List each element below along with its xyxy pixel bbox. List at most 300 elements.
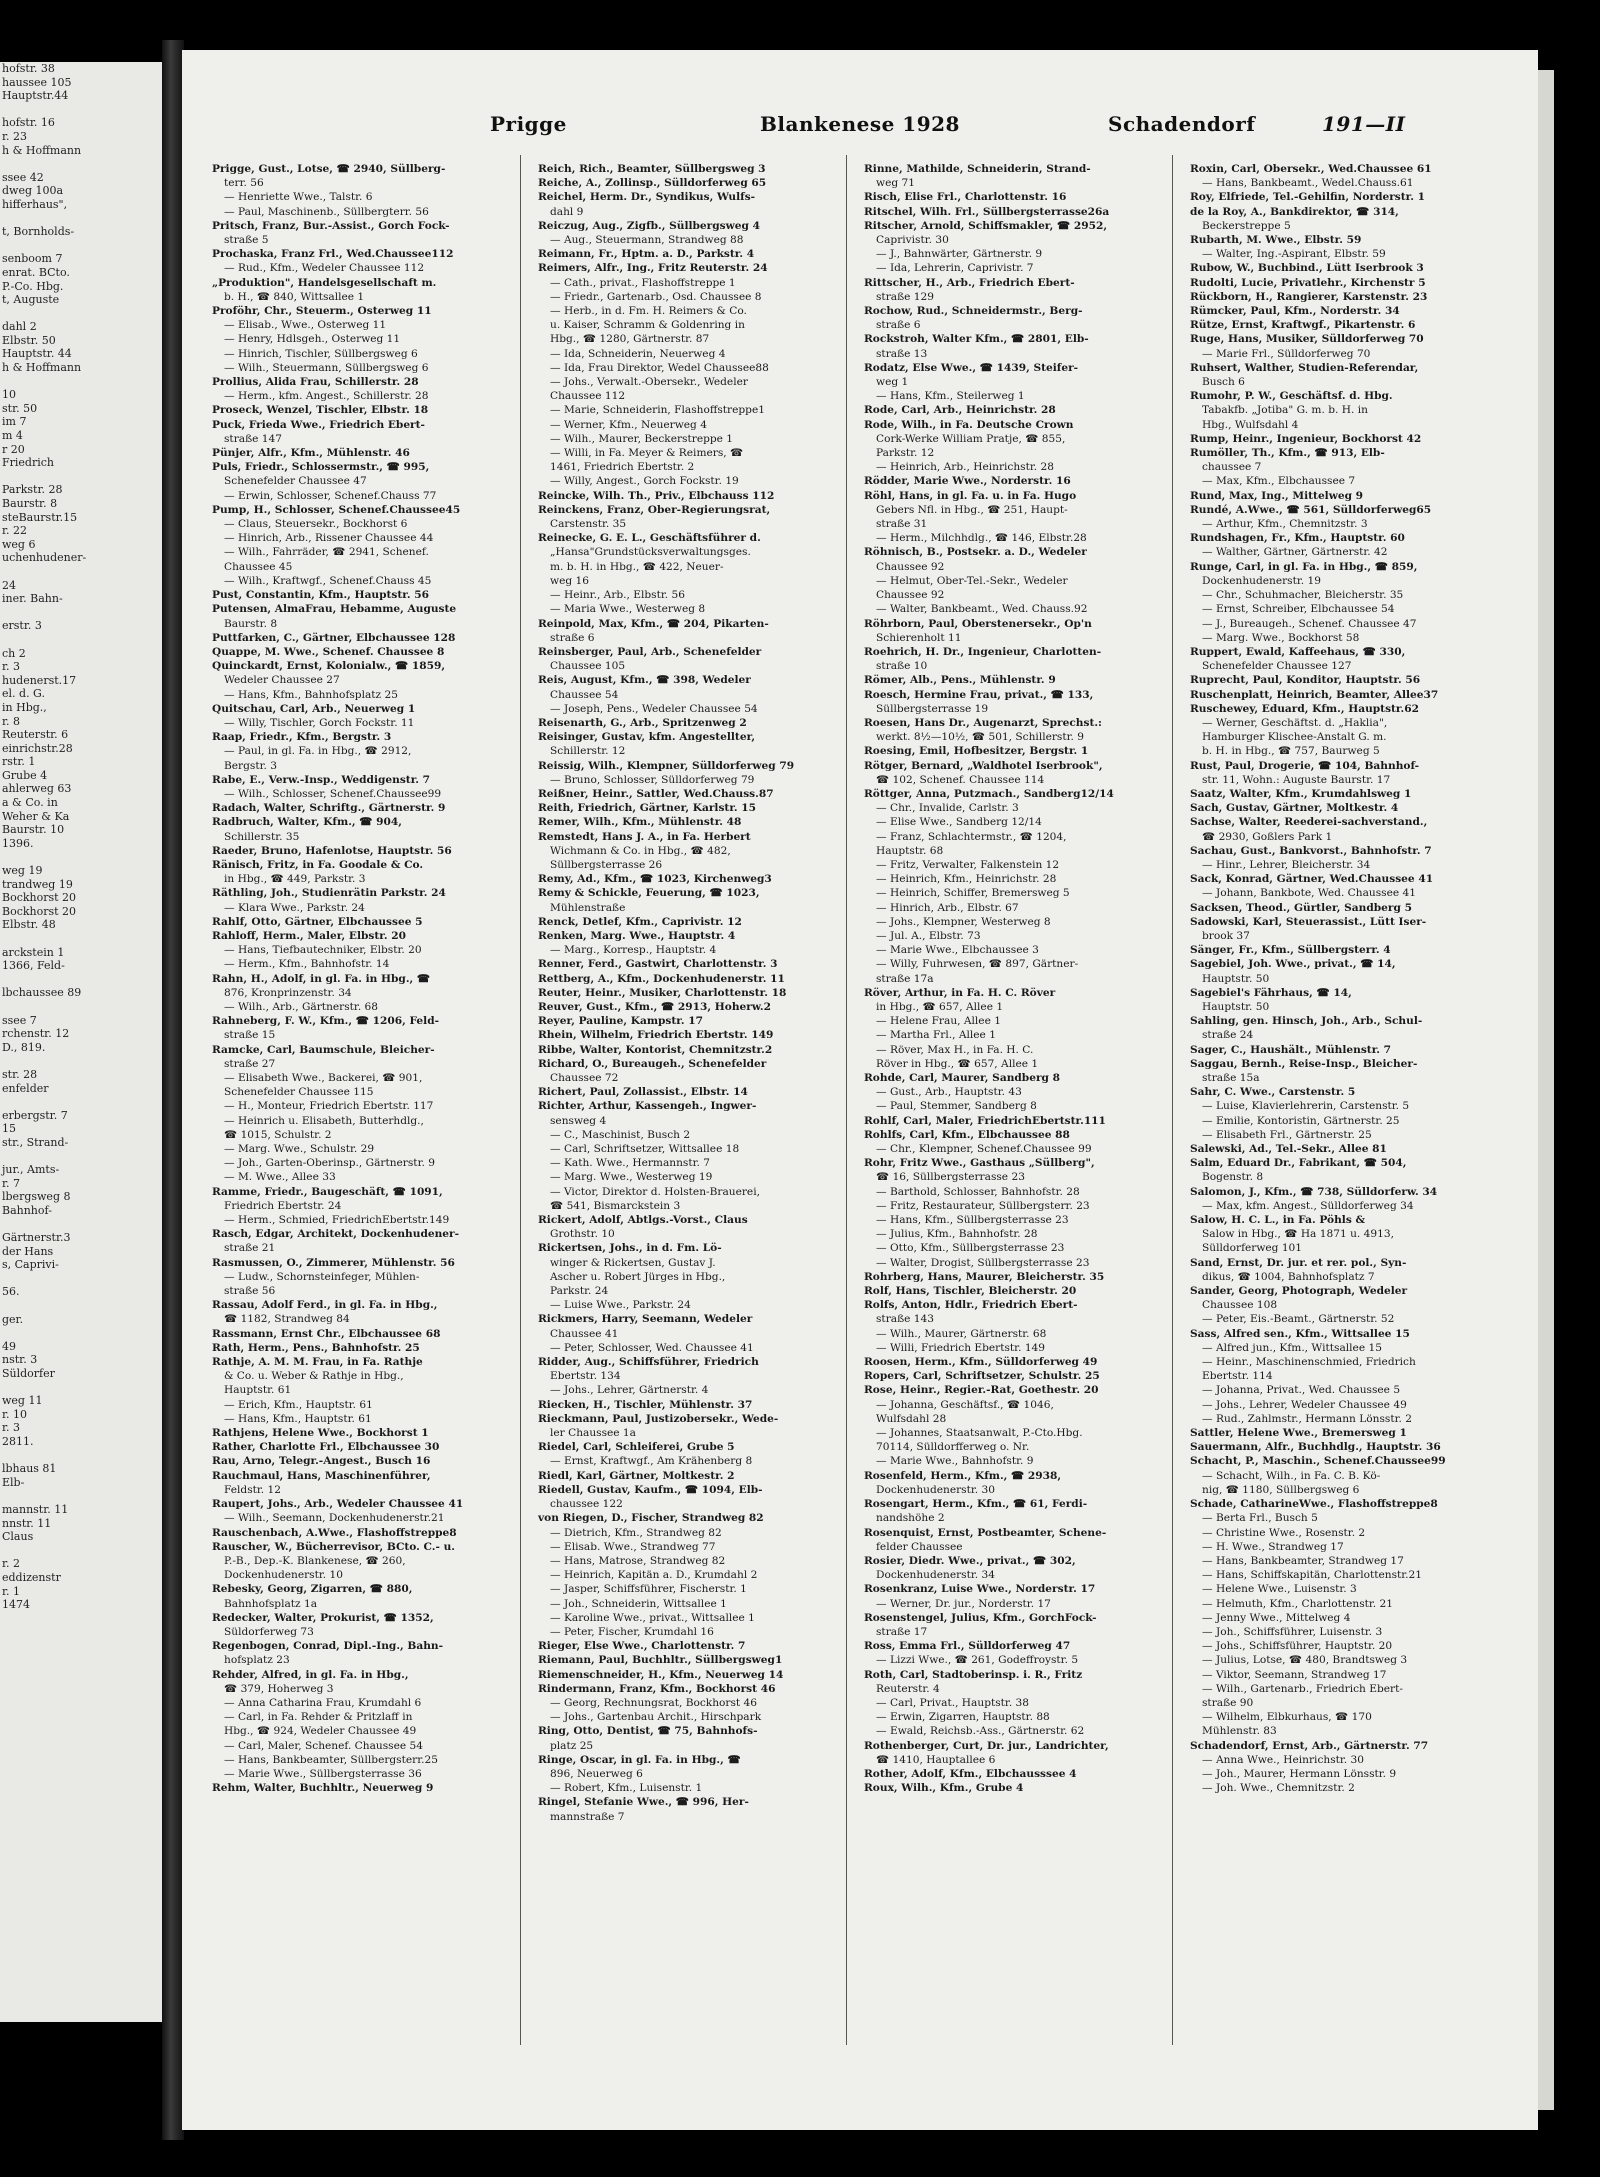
- directory-entry: Remy, Ad., Kfm., ☎ 1023, Kirchenweg3: [538, 873, 772, 886]
- entry-continuation: Gebers Nfl. in Hbg., ☎ 251, Haupt-: [876, 503, 1068, 516]
- page-number: 191—II: [1322, 112, 1406, 136]
- header-last-name: Schadendorf: [1108, 112, 1256, 136]
- directory-entry: Putensen, AlmaFrau, Hebamme, Auguste: [212, 603, 457, 616]
- entry-continuation: straße 90: [1202, 1696, 1254, 1709]
- entry-continuation: — Henry, Hdlsgeh., Osterweg 11: [224, 333, 401, 346]
- entry-continuation: — Marie Wwe., Elbchaussee 3: [876, 944, 1039, 957]
- directory-entry: Sach, Gustav, Gärtner, Moltkestr. 4: [1190, 802, 1399, 815]
- entry-continuation: — Elisab., Wwe., Osterweg 11: [224, 319, 387, 332]
- entry-continuation: — Johannes, Staatsanwalt, P.-Cto.Hbg.: [876, 1427, 1083, 1440]
- fragment-line: haussee 105: [2, 75, 72, 89]
- entry-continuation: — M. Wwe., Allee 33: [224, 1171, 336, 1184]
- directory-entry: Ruge, Hans, Musiker, Sülldorferweg 70: [1190, 333, 1424, 346]
- directory-entry: Puls, Friedr., Schlossermstr., ☎ 995,: [212, 461, 430, 474]
- fragment-line: erbergstr. 7: [2, 1108, 68, 1122]
- entry-continuation: weg 16: [550, 574, 589, 587]
- fragment-line: t, Bornholds-: [2, 225, 75, 239]
- fragment-line: mannstr. 11: [2, 1502, 69, 1516]
- directory-entry: Reinsberger, Paul, Arb., Schenefelder: [538, 645, 762, 658]
- directory-entry: Renken, Marg. Wwe., Hauptstr. 4: [538, 929, 736, 942]
- directory-entry: Reichel, Herm. Dr., Syndikus, Wulfs-: [538, 191, 756, 204]
- entry-continuation: brook 37: [1202, 929, 1250, 942]
- directory-entry: Sachse, Walter, Reederei-sachverstand.,: [1190, 816, 1428, 829]
- entry-continuation: Schillerstr. 35: [224, 830, 300, 843]
- directory-entry: Rohlfs, Carl, Kfm., Elbchaussee 88: [864, 1128, 1070, 1141]
- entry-continuation: — Marie Wwe., Bahnhofstr. 9: [876, 1455, 1034, 1468]
- directory-entry: Rohrberg, Hans, Maurer, Bleicherstr. 35: [864, 1270, 1105, 1283]
- entry-continuation: Hauptstr. 61: [224, 1384, 292, 1397]
- entry-continuation: Röver in Hbg., ☎ 657, Allee 1: [876, 1057, 1039, 1070]
- entry-continuation: — Max, kfm. Angest., Sülldorferweg 34: [1202, 1199, 1414, 1212]
- entry-continuation: Hbg., ☎ 1280, Gärtnerstr. 87: [550, 333, 710, 346]
- entry-continuation: — Joh., Schneiderin, Wittsallee 1: [550, 1597, 727, 1610]
- directory-entry: Quinckardt, Ernst, Kolonialw., ☎ 1859,: [212, 660, 446, 673]
- directory-entry: Rubow, W., Buchbind., Lütt Iserbrook 3: [1190, 262, 1424, 275]
- directory-page: [182, 50, 1538, 2130]
- entry-continuation: — J., Bureaugeh., Schenef. Chaussee 47: [1202, 617, 1417, 630]
- fragment-line: [0, 470, 162, 484]
- fragment-line: 49: [2, 1339, 16, 1353]
- entry-continuation: straße 15a: [1202, 1072, 1260, 1084]
- entry-continuation: — Chr., Schuhmacher, Bleicherstr. 35: [1202, 589, 1404, 602]
- entry-continuation: ☎ 541, Bismarckstein 3: [550, 1199, 681, 1212]
- entry-continuation: — Carl, Privat., Hauptstr. 38: [876, 1696, 1030, 1709]
- entry-continuation: — Luise Wwe., Parkstr. 24: [550, 1299, 691, 1312]
- fragment-line: erstr. 3: [2, 619, 42, 633]
- directory-entry: Rickmers, Harry, Seemann, Wedeler: [538, 1313, 753, 1326]
- entry-continuation: — Anna Catharina Frau, Krumdahl 6: [224, 1696, 422, 1709]
- entry-continuation: — Erich, Kfm., Hauptstr. 61: [224, 1398, 373, 1411]
- fragment-line: Elb-: [2, 1475, 25, 1489]
- entry-continuation: — Wilh., Seemann, Dockenhudenerstr.21: [224, 1512, 445, 1525]
- fragment-line: [0, 1150, 162, 1164]
- fragment-line: hofstr. 38: [2, 62, 55, 75]
- fragment-line: ssee 7: [2, 1013, 37, 1027]
- directory-entry: Rümcker, Paul, Kfm., Norderstr. 34: [1190, 305, 1400, 318]
- entry-continuation: — Heinrich, Schiffer, Bremersweg 5: [876, 887, 1070, 900]
- fragment-line: el. d. G.: [2, 687, 45, 701]
- directory-entry: Rauchmaul, Hans, Maschinenführer,: [212, 1469, 431, 1482]
- fragment-line: [0, 565, 162, 579]
- directory-entry: Rudolti, Lucie, Privatlehr., Kirchenstr 5: [1190, 276, 1426, 289]
- directory-entry: Radbruch, Walter, Kfm., ☎ 904,: [212, 816, 402, 829]
- entry-continuation: nandshöhe 2: [876, 1512, 945, 1525]
- fragment-line: steBaurstr.15: [2, 510, 78, 524]
- entry-continuation: — Hans, Schiffskapitän, Charlottenstr.21: [1202, 1569, 1423, 1582]
- entry-continuation: — Joh. Wwe., Chemnitzstr. 2: [1202, 1782, 1355, 1795]
- directory-entry: de la Roy, A., Bankdirektor, ☎ 314,: [1190, 205, 1399, 218]
- directory-entry: Roxin, Carl, Obersekr., Wed.Chaussee 61: [1190, 163, 1432, 175]
- fragment-line: [0, 1326, 162, 1340]
- entry-continuation: m. b. H. in Hbg., ☎ 422, Neuer-: [550, 560, 724, 573]
- directory-entry: Quitschau, Carl, Arb., Neuerweg 1: [212, 702, 416, 715]
- entry-continuation: — Marg. Wwe., Schulstr. 29: [224, 1143, 375, 1156]
- fragment-line: r. 8: [2, 714, 21, 728]
- entry-continuation: — Wilh., Steuermann, Süllbergsweg 6: [224, 361, 429, 374]
- fragment-line: 24: [2, 578, 16, 592]
- directory-entry: Riedell, Gustav, Kaufm., ☎ 1094, Elb-: [538, 1483, 763, 1496]
- fragment-line: enfelder: [2, 1081, 49, 1095]
- entry-continuation: Chaussee 54: [550, 688, 619, 701]
- directory-entry: Raupert, Johs., Arb., Wedeler Chaussee 41: [212, 1498, 464, 1511]
- entry-continuation: — Hans, Kfm., Hauptstr. 61: [224, 1412, 372, 1425]
- entry-continuation: straße 147: [224, 432, 283, 445]
- directory-entry: Rötger, Bernard, „Waldhotel Iserbrook",: [864, 759, 1103, 772]
- fragment-line: uchenhudener-: [2, 551, 87, 565]
- entry-continuation: — Marie Frl., Sülldorferweg 70: [1202, 347, 1371, 360]
- entry-continuation: — Elise Wwe., Sandberg 12/14: [876, 816, 1042, 829]
- entry-continuation: weg 1: [876, 376, 909, 389]
- entry-continuation: — Paul, Stemmer, Sandberg 8: [876, 1100, 1037, 1113]
- entry-continuation: — Johs., Klempner, Westerweg 8: [876, 915, 1051, 928]
- directory-entry: Reiczug, Aug., Zigfb., Süllbergsweg 4: [538, 219, 760, 232]
- directory-entry: Räthling, Joh., Studienrätin Parkstr. 24: [212, 887, 446, 900]
- entry-continuation: Dockenhudenerstr. 19: [1202, 574, 1321, 587]
- entry-continuation: — Victor, Direktor d. Holsten-Brauerei,: [550, 1185, 760, 1198]
- entry-continuation: — Erwin, Zigarren, Hauptstr. 88: [876, 1711, 1050, 1724]
- entry-continuation: — Emilie, Kontoristin, Gärtnerstr. 25: [1202, 1114, 1400, 1127]
- directory-entry: Rhein, Wilhelm, Friedrich Ebertstr. 149: [538, 1029, 774, 1042]
- entry-continuation: — Heinr., Maschinenschmied, Friedrich: [1202, 1356, 1416, 1369]
- fragment-line: hofstr. 16: [2, 116, 55, 130]
- entry-continuation: Ascher u. Robert Jürges in Hbg.,: [550, 1270, 726, 1283]
- entry-continuation: — Luise, Klavierlehrerin, Carstenstr. 5: [1202, 1100, 1410, 1113]
- entry-continuation: Hamburger Klischee-Anstalt G. m.: [1202, 731, 1387, 744]
- entry-continuation: — Cath., privat., Flashoffstreppe 1: [550, 276, 736, 289]
- fragment-line: a & Co. in: [2, 796, 58, 810]
- entry-continuation: straße 5: [224, 234, 269, 247]
- directory-entry: Roesen, Hans Dr., Augenarzt, Sprechst.:: [864, 716, 1102, 729]
- entry-continuation: Salow in Hbg., ☎ Ha 1871 u. 4913,: [1202, 1228, 1394, 1241]
- entry-continuation: straße 17a: [876, 972, 934, 985]
- entry-continuation: — Wilh., Fahrräder, ☎ 2941, Schenef.: [224, 546, 429, 559]
- entry-continuation: — Jasper, Schiffsführer, Fischerstr. 1: [550, 1583, 747, 1596]
- entry-continuation: Schillerstr. 12: [550, 745, 626, 758]
- fragment-line: Hauptstr. 44: [2, 347, 72, 361]
- directory-entry: Rohlf, Carl, Maler, FriedrichEbertstr.111: [864, 1114, 1106, 1127]
- fragment-line: einrichstr.28: [2, 741, 73, 755]
- entry-continuation: — Marg., Korresp., Hauptstr. 4: [550, 944, 717, 957]
- directory-entry: Ramcke, Carl, Baumschule, Bleicher-: [212, 1043, 435, 1056]
- fragment-line: t, Auguste: [2, 293, 60, 307]
- entry-continuation: Hauptstr. 50: [1202, 1000, 1270, 1013]
- entry-continuation: — Christine Wwe., Rosenstr. 2: [1202, 1526, 1366, 1539]
- entry-continuation: Süldorferweg 73: [224, 1625, 314, 1638]
- column-1: [212, 162, 527, 2092]
- entry-continuation: — Röver, Max H., in Fa. H. C.: [876, 1043, 1034, 1056]
- directory-entry: Redecker, Walter, Prokurist, ☎ 1352,: [212, 1611, 434, 1624]
- directory-entry: Remer, Wilh., Kfm., Mühlenstr. 48: [538, 816, 742, 829]
- fragment-line: Baurstr. 8: [2, 497, 58, 510]
- directory-entry: Röhl, Hans, in gl. Fa. u. in Fa. Hugo: [864, 489, 1077, 502]
- fragment-line: [0, 606, 162, 620]
- entry-continuation: — Wilh., Schlosser, Schenef.Chaussee99: [224, 787, 442, 800]
- directory-entry: Ritschel, Wilh. Frl., Süllbergsterrasse26a: [864, 205, 1110, 218]
- fragment-line: arckstein 1: [2, 945, 65, 959]
- directory-entry: Ross, Emma Frl., Sülldorferweg 47: [864, 1640, 1071, 1653]
- fragment-line: hudenerst.17: [2, 673, 77, 687]
- entry-continuation: winger & Rickertsen, Gustav J.: [550, 1256, 716, 1269]
- entry-continuation: Chaussee 105: [550, 660, 626, 673]
- entry-continuation: Hbg., Wulfsdahl 4: [1202, 418, 1299, 431]
- entry-continuation: — Arthur, Kfm., Chemnitzstr. 3: [1202, 518, 1368, 531]
- entry-continuation: — Marg. Wwe., Bockhorst 58: [1202, 631, 1360, 644]
- entry-continuation: — Wilh., Maurer, Beckerstreppe 1: [550, 432, 734, 445]
- directory-entry: Sand, Ernst, Dr. jur. et rer. pol., Syn-: [1190, 1256, 1407, 1269]
- directory-entry: Reimann, Fr., Hptm. a. D., Parkstr. 4: [538, 248, 755, 261]
- column-3: [864, 162, 1179, 2092]
- entry-continuation: — Hinrich, Arb., Rissener Chaussee 44: [224, 532, 434, 545]
- entry-continuation: ☎ 2930, Goßlers Park 1: [1202, 830, 1333, 843]
- entry-continuation: werkt. 8½—10½, ☎ 501, Schillerstr. 9: [876, 731, 1084, 744]
- entry-continuation: Sülldorferweg 101: [1202, 1242, 1303, 1255]
- entry-continuation: straße 24: [1202, 1029, 1254, 1042]
- entry-continuation: in Hbg., ☎ 449, Parkstr. 3: [224, 873, 366, 886]
- entry-continuation: Chaussee 112: [550, 390, 626, 403]
- directory-entry: Reinckens, Franz, Ober-Regierungsrat,: [538, 503, 771, 516]
- fragment-line: ger.: [2, 1312, 24, 1326]
- directory-entry: Ruprecht, Paul, Konditor, Hauptstr. 56: [1190, 674, 1421, 687]
- entry-continuation: — Herm., kfm. Angest., Schillerstr. 28: [224, 390, 429, 403]
- header-first-name: Prigge: [490, 112, 567, 136]
- directory-entry: Ridder, Aug., Schiffsführer, Friedrich: [538, 1356, 759, 1369]
- entry-continuation: — Johanna, Geschäftsf., ☎ 1046,: [876, 1398, 1054, 1411]
- directory-entry: Pump, H., Schlosser, Schenef.Chaussee45: [212, 503, 461, 516]
- entry-continuation: straße 129: [876, 290, 935, 303]
- entry-continuation: — Johs., Lehrer, Gärtnerstr. 4: [550, 1384, 709, 1397]
- directory-entry: Ritscher, Arnold, Schiffsmakler, ☎ 2952,: [864, 219, 1108, 232]
- entry-continuation: — Walter, Bankbeamt., Wed. Chauss.92: [876, 603, 1088, 616]
- entry-continuation: — Paul, Maschinenb., Süllbergterr. 56: [224, 205, 429, 218]
- directory-entry: Puck, Frieda Wwe., Friedrich Ebert-: [212, 418, 425, 431]
- entry-continuation: & Co. u. Weber & Rathje in Hbg.,: [224, 1370, 404, 1383]
- entry-continuation: Chaussee 108: [1202, 1299, 1278, 1312]
- entry-continuation: — Chr., Klempner, Schenef.Chaussee 99: [876, 1143, 1092, 1156]
- directory-entry: Richter, Arthur, Kassengeh., Ingwer-: [538, 1100, 757, 1113]
- fragment-line: Bahnhof-: [2, 1203, 52, 1217]
- directory-entry: Ruhsert, Walther, Studien-Referendar,: [1190, 361, 1419, 374]
- directory-entry: Rother, Adolf, Kfm., Elbchausssee 4: [864, 1767, 1077, 1780]
- fragment-line: [0, 850, 162, 864]
- entry-continuation: chaussee 122: [550, 1498, 623, 1511]
- fragment-line: [0, 973, 162, 987]
- directory-entry: Rose, Heinr., Regier.-Rat, Goethestr. 20: [864, 1384, 1099, 1397]
- fragment-line: weg 6: [2, 537, 36, 551]
- fragment-line: 1396.: [2, 836, 34, 850]
- fragment-line: m 4: [2, 429, 23, 443]
- entry-continuation: — Barthold, Schlosser, Bahnhofstr. 28: [876, 1185, 1080, 1198]
- directory-entry: Sander, Georg, Photograph, Wedeler: [1190, 1285, 1408, 1298]
- entry-continuation: chaussee 7: [1202, 461, 1262, 474]
- directory-entry: Reuter, Heinr., Musiker, Charlottenstr. 18: [538, 986, 787, 999]
- entry-continuation: Dockenhudenerstr. 34: [876, 1569, 995, 1582]
- entry-continuation: — Paul, in gl. Fa. in Hbg., ☎ 2912,: [224, 745, 412, 758]
- entry-continuation: Caprivistr. 30: [876, 234, 949, 247]
- page-edge: [1538, 70, 1554, 2110]
- directory-entry: Reißner, Heinr., Sattler, Wed.Chauss.87: [538, 787, 774, 800]
- entry-continuation: — H., Monteur, Friedrich Ebertstr. 117: [224, 1100, 434, 1113]
- fragment-line: dweg 100a: [2, 184, 64, 198]
- entry-continuation: — Werner, Kfm., Neuerweg 4: [550, 418, 707, 431]
- entry-continuation: Chaussee 92: [876, 589, 945, 602]
- entry-continuation: in Hbg., ☎ 657, Allee 1: [876, 1000, 1004, 1013]
- fragment-line: 56.: [2, 1285, 20, 1299]
- directory-entry: Richard, O., Bureaugeh., Schenefelder: [538, 1057, 767, 1070]
- directory-entry: Sachau, Gust., Bankvorst., Bahnhofstr. 7: [1190, 844, 1432, 857]
- entry-continuation: — Joh., Schiffsführer, Luisenstr. 3: [1202, 1625, 1383, 1638]
- directory-entry: Rothenberger, Curt, Dr. jur., Landrichter,: [864, 1739, 1109, 1752]
- directory-entry: Sänger, Fr., Kfm., Süllbergsterr. 4: [1190, 944, 1391, 957]
- entry-continuation: felder Chaussee: [876, 1540, 963, 1553]
- directory-entry: Rund, Max, Ing., Mittelweg 9: [1190, 489, 1364, 502]
- directory-entry: Roehrich, H. Dr., Ingenieur, Charlotten-: [864, 645, 1102, 658]
- fragment-line: [0, 1217, 162, 1231]
- directory-entry: Riedl, Karl, Gärtner, Moltkestr. 2: [538, 1469, 735, 1482]
- fragment-line: trandweg 19: [2, 877, 73, 891]
- directory-entry: Rosenquist, Ernst, Postbeamter, Schene-: [864, 1526, 1107, 1539]
- fragment-line: r. 10: [2, 1407, 28, 1421]
- entry-continuation: Parkstr. 12: [876, 447, 935, 460]
- entry-continuation: — Joh., Garten-Oberinsp., Gärtnerstr. 9: [224, 1157, 435, 1170]
- entry-continuation: b. H., ☎ 840, Wittsallee 1: [224, 290, 365, 303]
- fragment-line: Hauptstr.44: [2, 89, 69, 103]
- entry-continuation: Busch 6: [1202, 376, 1245, 389]
- directory-entry: Renner, Ferd., Gastwirt, Charlottenstr. 3: [538, 958, 778, 971]
- entry-continuation: terr. 56: [224, 177, 264, 190]
- entry-continuation: straße 21: [224, 1242, 276, 1255]
- entry-continuation: Schenefelder Chaussee 115: [224, 1086, 374, 1099]
- directory-entry: Roy, Elfriede, Tel.-Gehilfin, Norderstr. 1: [1190, 191, 1426, 204]
- entry-continuation: — Herm., Milchhdlg., ☎ 146, Elbstr.28: [876, 532, 1087, 545]
- directory-entry: Sass, Alfred sen., Kfm., Wittsallee 15: [1190, 1327, 1410, 1340]
- fragment-line: P.-Co. Hbg.: [2, 279, 64, 293]
- entry-continuation: — Helene Frau, Allee 1: [876, 1015, 1001, 1028]
- directory-entry: Reissig, Wilh., Klempner, Sülldorferweg 79: [538, 759, 795, 772]
- directory-entry: Riemann, Paul, Buchhltr., Süllbergsweg1: [538, 1654, 783, 1667]
- entry-continuation: Bergstr. 3: [224, 759, 277, 772]
- entry-continuation: straße 6: [876, 319, 921, 332]
- directory-entry: Roux, Wilh., Kfm., Grube 4: [864, 1782, 1024, 1795]
- entry-continuation: — Johs., Verwalt.-Obersekr., Wedeler: [550, 376, 748, 389]
- entry-continuation: b. H. in Hbg., ☎ 757, Baurweg 5: [1202, 745, 1380, 758]
- entry-continuation: — Bruno, Schlosser, Sülldorferweg 79: [550, 773, 755, 786]
- fragment-line: [0, 157, 162, 171]
- fragment-line: [0, 1000, 162, 1014]
- entry-continuation: ☎ 16, Süllbergsterrasse 23: [876, 1171, 1025, 1184]
- entry-continuation: Tabakfb. „Jotiba" G. m. b. H. in: [1202, 404, 1368, 417]
- entry-continuation: — Franz, Schlachtermstr., ☎ 1204,: [876, 830, 1067, 843]
- directory-entry: Reich, Rich., Beamter, Süllbergsweg 3: [538, 163, 766, 175]
- entry-continuation: Carstenstr. 35: [550, 518, 627, 531]
- fragment-line: ssee 42: [2, 170, 44, 184]
- entry-continuation: Schenefelder Chaussee 127: [1202, 660, 1352, 673]
- entry-continuation: — Willy, Fuhrwesen, ☎ 897, Gärtner-: [876, 958, 1079, 971]
- directory-entry: Remy & Schickle, Feuerung, ☎ 1023,: [538, 887, 760, 900]
- entry-continuation: Bogenstr. 8: [1202, 1171, 1264, 1184]
- entry-continuation: Grothstr. 10: [550, 1228, 615, 1241]
- entry-continuation: — Johann, Bankbote, Wed. Chaussee 41: [1202, 887, 1417, 900]
- directory-entry: Ribbe, Walter, Kontorist, Chemnitzstr.2: [538, 1043, 773, 1056]
- entry-continuation: — Wilh., Gartenarb., Friedrich Ebert-: [1202, 1682, 1403, 1695]
- directory-entry: Sagebiel's Fährhaus, ☎ 14,: [1190, 986, 1352, 999]
- fragment-line: [0, 1095, 162, 1109]
- entry-continuation: — Carl, in Fa. Rehder & Pritzlaff in: [224, 1711, 413, 1724]
- entry-continuation: — Jenny Wwe., Mittelweg 4: [1202, 1611, 1351, 1624]
- entry-continuation: P.-B., Dep.-K. Blankenese, ☎ 260,: [224, 1554, 406, 1567]
- entry-continuation: — Hinr., Lehrer, Bleicherstr. 34: [1202, 858, 1371, 871]
- entry-continuation: straße 6: [550, 631, 595, 644]
- entry-continuation: Parkstr. 24: [550, 1285, 609, 1298]
- directory-entry: Sacksen, Theod., Gürtler, Sandberg 5: [1190, 901, 1412, 914]
- entry-continuation: — Martha Frl., Allee 1: [876, 1029, 996, 1042]
- entry-continuation: — Erwin, Schlosser, Schenef.Chauss 77: [224, 489, 437, 502]
- directory-entry: Rosier, Diedr. Wwe., privat., ☎ 302,: [864, 1554, 1076, 1567]
- directory-entry: Rolfs, Anton, Hdlr., Friedrich Ebert-: [864, 1299, 1078, 1312]
- entry-continuation: Baurstr. 8: [224, 617, 278, 630]
- directory-entry: Rode, Wilh., in Fa. Deutsche Crown: [864, 418, 1074, 431]
- entry-continuation: weg 71: [876, 177, 915, 190]
- entry-continuation: — Heinrich, Kfm., Heinrichstr. 28: [876, 873, 1057, 886]
- entry-continuation: — Friedr., Gartenarb., Osd. Chaussee 8: [550, 290, 762, 303]
- entry-continuation: — Claus, Steuersekr., Bockhorst 6: [224, 518, 408, 531]
- entry-continuation: straße 15: [224, 1029, 276, 1042]
- entry-continuation: — Wilh., Kraftwgf., Schenef.Chauss 45: [224, 574, 432, 587]
- directory-entry: Röver, Arthur, in Fa. H. C. Röver: [864, 986, 1056, 999]
- entry-continuation: — Ernst, Kraftwgf., Am Krähenberg 8: [550, 1455, 753, 1468]
- directory-entry: Sauermann, Alfr., Buchhdlg., Hauptstr. 36: [1190, 1441, 1441, 1454]
- fragment-line: r. 1: [2, 1584, 21, 1598]
- entry-continuation: — Julius, Lotse, ☎ 480, Brandtsweg 3: [1202, 1654, 1408, 1667]
- entry-continuation: — Aug., Steuermann, Strandweg 88: [550, 234, 744, 247]
- directory-entry: Reinpold, Max, Kfm., ☎ 204, Pikarten-: [538, 617, 769, 630]
- directory-entry: Rauschenbach, A.Wwe., Flashoffstreppe8: [212, 1526, 457, 1539]
- entry-continuation: — J., Bahnwärter, Gärtnerstr. 9: [876, 248, 1043, 261]
- fragment-line: s, Caprivi-: [2, 1258, 59, 1272]
- directory-entry: Rauscher, W., Bücherrevisor, BCto. C.- u.: [212, 1540, 455, 1553]
- entry-continuation: Wulfsdahl 28: [876, 1412, 947, 1425]
- fragment-line: 2811.: [2, 1434, 34, 1448]
- fragment-line: Claus: [2, 1530, 34, 1544]
- entry-continuation: Chaussee 41: [550, 1327, 619, 1340]
- fragment-line: [0, 239, 162, 253]
- entry-continuation: dahl 9: [550, 205, 584, 218]
- directory-entry: Rath, Herm., Pens., Bahnhofstr. 25: [212, 1341, 420, 1354]
- fragment-line: Reuterstr. 6: [2, 728, 69, 742]
- directory-entry: Saatz, Walter, Kfm., Krumdahlsweg 1: [1190, 787, 1412, 800]
- directory-entry: Rasch, Edgar, Architekt, Dockenhudener-: [212, 1228, 460, 1241]
- entry-continuation: Cork-Werke William Pratje, ☎ 855,: [876, 432, 1066, 445]
- directory-entry: Schadendorf, Ernst, Arb., Gärtnerstr. 77: [1190, 1739, 1429, 1752]
- directory-entry: Sahr, C. Wwe., Carstenstr. 5: [1190, 1086, 1356, 1099]
- directory-entry: Reisinger, Gustav, kfm. Angestellter,: [538, 731, 756, 744]
- entry-continuation: — Elisabeth Wwe., Backerei, ☎ 901,: [224, 1072, 423, 1084]
- entry-continuation: Schierenholt 11: [876, 631, 962, 644]
- directory-entry: Rolf, Hans, Tischler, Bleicherstr. 20: [864, 1285, 1077, 1298]
- fragment-line: der Hans: [2, 1244, 54, 1258]
- fragment-line: iner. Bahn-: [2, 592, 63, 606]
- directory-entry: Reinecke, G. E. L., Geschäftsführer d.: [538, 532, 761, 545]
- entry-continuation: 70114, Sülldorfferweg o. Nr.: [876, 1441, 1030, 1454]
- directory-entry: Rasmussen, O., Zimmerer, Mühlenstr. 56: [212, 1256, 455, 1269]
- directory-entry: Röhnisch, B., Postsekr. a. D., Wedeler: [864, 546, 1087, 559]
- directory-entry: Rosenstengel, Julius, Kfm., GorchFock-: [864, 1611, 1097, 1624]
- entry-continuation: straße 17: [876, 1625, 928, 1638]
- fragment-line: 1474: [2, 1598, 30, 1612]
- directory-entry: Reimers, Alfr., Ing., Fritz Reuterstr. 24: [538, 262, 768, 275]
- entry-continuation: straße 31: [876, 518, 928, 531]
- entry-continuation: hofsplatz 23: [224, 1654, 290, 1667]
- entry-continuation: — Wilhelm, Elbkurhaus, ☎ 170: [1202, 1711, 1372, 1724]
